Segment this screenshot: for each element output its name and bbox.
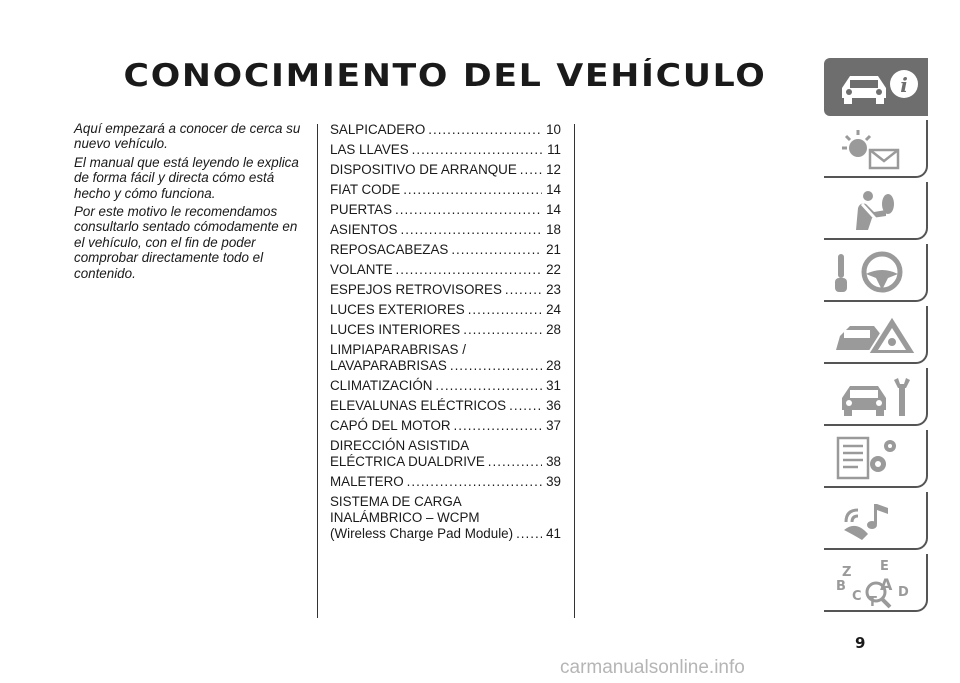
index-letter: Z — [842, 565, 852, 580]
toc-entry-page: 18 — [546, 222, 561, 237]
toc-dot-leader — [435, 378, 542, 394]
toc-dot-leader — [509, 398, 542, 414]
toc-entry-label: MALETERO — [330, 474, 404, 489]
toc-entry-page: 22 — [546, 262, 561, 277]
index-letter: B — [836, 579, 846, 594]
toc-dot-leader — [428, 122, 542, 138]
toc-entry-label: DISPOSITIVO DE ARRANQUE — [330, 162, 517, 177]
toc-entry-page: 41 — [546, 526, 561, 541]
toc-entry[interactable] — [330, 162, 561, 178]
toc-entry-label: VOLANTE — [330, 262, 393, 277]
toc-entry-label: LUCES EXTERIORES — [330, 302, 465, 317]
toc-entry-label: REPOSACABEZAS — [330, 242, 449, 257]
page-title: CONOCIMIENTO DEL VEHÍCULO — [123, 58, 767, 94]
toc-entry[interactable] — [330, 242, 561, 258]
toc-dot-leader — [403, 182, 542, 198]
toc-entry[interactable] — [330, 122, 561, 138]
toc-entry[interactable] — [330, 282, 561, 298]
toc-entry-page: 28 — [546, 322, 561, 337]
toc-entry-page: 12 — [546, 162, 561, 177]
toc-dot-leader — [400, 222, 542, 238]
toc-entry-page: 37 — [546, 418, 561, 433]
intro-paragraph: Por este motivo le recomendamos consultarlo sentado cómodamente en el vehículo, con el fin de poder comprobar directamente todo el contenido. — [74, 204, 298, 281]
toc-entry-page: 28 — [546, 358, 561, 373]
index-letter: T — [868, 595, 877, 610]
toc-entry-label: ELEVALUNAS ELÉCTRICOS — [330, 398, 507, 413]
intro-paragraph: El manual que está leyendo le explica de forma fácil y directa cómo está hecho y cómo funciona. — [74, 154, 299, 201]
table-of-contents — [330, 122, 561, 546]
toc-entry-page: 31 — [546, 378, 561, 393]
chapter-tab[interactable] — [824, 492, 928, 550]
toc-dot-leader — [516, 526, 542, 542]
page-number: 9 — [855, 634, 866, 652]
toc-entry-page: 14 — [546, 202, 561, 217]
toc-entry-page: 39 — [546, 474, 561, 489]
toc-entry[interactable] — [330, 222, 561, 238]
toc-entry-label: INALÁMBRICO – WCPM — [330, 510, 480, 525]
toc-entry[interactable] — [330, 322, 561, 338]
toc-entry-page: 11 — [547, 142, 561, 157]
toc-entry-page: 21 — [546, 242, 561, 257]
toc-dot-leader — [454, 418, 542, 434]
toc-dot-leader — [463, 322, 542, 338]
toc-dot-leader — [520, 162, 542, 178]
chapter-tab[interactable] — [824, 430, 928, 488]
chapter-tab[interactable] — [824, 182, 928, 240]
toc-entry-label: DIRECCIÓN ASISTIDA — [330, 438, 470, 453]
toc-entry[interactable] — [330, 378, 561, 394]
index-letter: D — [898, 585, 909, 600]
toc-entry-page: 24 — [546, 302, 561, 317]
toc-entry-page: 36 — [546, 398, 561, 413]
toc-dot-leader — [450, 358, 542, 374]
chapter-tab[interactable] — [824, 244, 928, 302]
chapter-tab[interactable] — [824, 58, 928, 116]
toc-entry-label: (Wireless Charge Pad Module) — [330, 526, 514, 541]
toc-entry-label: CLIMATIZACIÓN — [330, 378, 433, 393]
intro-paragraph: Aquí empezará a conocer de cerca su nuevo vehículo. — [74, 121, 301, 152]
column-divider-right — [574, 124, 575, 618]
toc-dot-leader — [488, 454, 542, 470]
toc-dot-leader — [395, 202, 542, 218]
column-divider-left — [317, 124, 318, 618]
toc-entry-label: SISTEMA DE CARGA — [330, 494, 462, 509]
toc-entry[interactable] — [330, 182, 561, 198]
toc-entry-label: LUCES INTERIORES — [330, 322, 461, 337]
chapter-tab[interactable] — [824, 554, 928, 612]
index-letter: C — [852, 589, 862, 604]
toc-entry[interactable] — [330, 418, 561, 434]
toc-entry-page: 23 — [546, 282, 561, 297]
toc-entry-page: 10 — [546, 122, 561, 137]
toc-entry[interactable] — [330, 202, 561, 218]
toc-dot-leader — [412, 142, 542, 158]
toc-entry-label: CAPÓ DEL MOTOR — [330, 418, 451, 433]
toc-dot-leader — [407, 474, 542, 490]
toc-entry-page: 38 — [546, 454, 561, 469]
toc-entry[interactable] — [330, 342, 561, 374]
toc-entry[interactable] — [330, 438, 561, 470]
intro-text — [74, 121, 306, 284]
toc-entry-label: ASIENTOS — [330, 222, 398, 237]
toc-entry-label: SALPICADERO — [330, 122, 426, 137]
toc-entry[interactable] — [330, 398, 561, 414]
toc-entry-label: LAS LLAVES — [330, 142, 409, 157]
chapter-tab[interactable] — [824, 306, 928, 364]
toc-entry-label: ESPEJOS RETROVISORES — [330, 282, 502, 297]
toc-entry-label: PUERTAS — [330, 202, 393, 217]
chapter-tab[interactable] — [824, 120, 928, 178]
toc-entry-label: LIMPIAPARABRISAS / — [330, 342, 466, 357]
toc-entry-page: 14 — [546, 182, 561, 197]
toc-entry[interactable] — [330, 262, 561, 278]
toc-entry-label: ELÉCTRICA DUALDRIVE — [330, 454, 485, 469]
chapter-tab[interactable] — [824, 368, 928, 426]
toc-dot-leader — [468, 302, 542, 318]
toc-entry-label: LAVAPARABRISAS — [330, 358, 447, 373]
toc-dot-leader — [451, 242, 542, 258]
toc-entry[interactable] — [330, 494, 561, 542]
toc-dot-leader — [396, 262, 542, 278]
toc-dot-leader — [505, 282, 542, 298]
toc-entry-label: FIAT CODE — [330, 182, 401, 197]
index-letter: E — [880, 559, 889, 574]
toc-entry[interactable] — [330, 142, 561, 158]
toc-entry[interactable] — [330, 474, 561, 490]
svg-text:i: i — [900, 73, 908, 97]
index-letter: A — [880, 575, 893, 594]
toc-entry[interactable] — [330, 302, 561, 318]
watermark: carmanualsonline.info — [560, 657, 745, 678]
